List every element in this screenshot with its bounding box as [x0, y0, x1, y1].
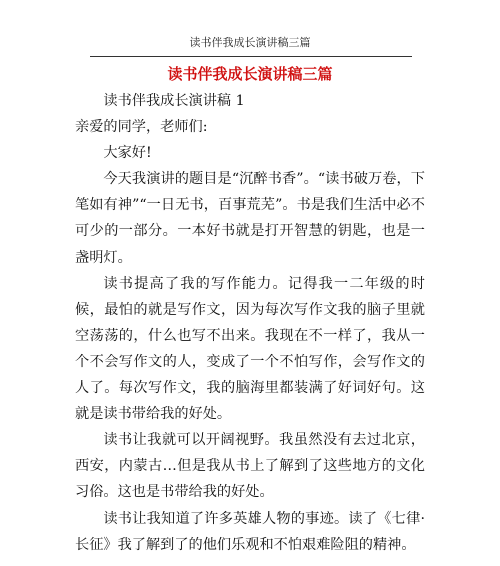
subtitle-paragraph: 读书伴我成长演讲稿 1 — [103, 93, 245, 109]
greeting-paragraph: 大家好! — [103, 145, 152, 162]
salutation-paragraph: 亲爱的同学，老师们: — [75, 119, 208, 136]
running-header: 读书伴我成长演讲稿三篇 — [189, 36, 311, 49]
document-title: 读书伴我成长演讲稿三篇 — [167, 65, 333, 83]
body-paragraph: 读书让我知道了许多英雄人物的事迹。读了《七律·长征》我了解到了的他们乐观和不怕艰难险阻的精神。 — [75, 510, 425, 553]
body-paragraph: 今天我演讲的题目是“沉醉书香”。“读书破万卷，下笔如有神”“一日无书，百事荒芜”。书是我们生活中必不可少的一部分。一本好书就是打开智慧的钥匙，也是一盏明灯。 — [75, 171, 425, 266]
body-paragraph: 读书让我就可以开阔视野。我虽然没有去过北京，西安，内蒙古…但是我从书上了解到了这些地方的文化习俗。这也是书带给我的好处。 — [75, 432, 425, 501]
header-divider — [90, 56, 412, 57]
document-body — [75, 88, 425, 558]
body-paragraph: 读书提高了我的写作能力。记得我一二年级的时候，最怕的就是写作文，因为每次写作文我的脑子里就空荡荡的，什么也写不出来。我现在不一样了，我从一个不会写作文的人，变成了一个不怕写作，会写作文的人了。每次写作文，我的脑海里都装满了好词好句。这就是读书带给我的好处。 — [75, 275, 425, 423]
